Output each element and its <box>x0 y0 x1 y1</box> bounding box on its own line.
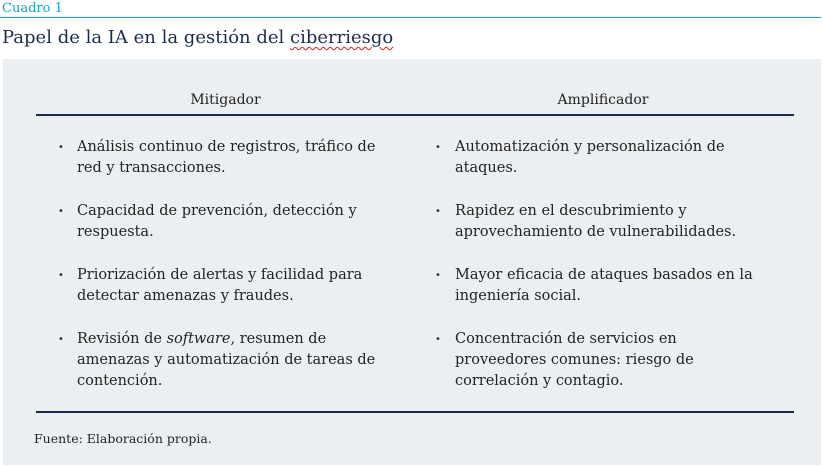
bullet-icon: • <box>58 206 64 217</box>
title-flagged-word[interactable]: ciberriesgo <box>290 27 394 48</box>
amplificador-item-3: Mayor eficacia de ataques basados en la ingeniería social. <box>455 267 753 304</box>
amplificador-item-1: Automatización y personalización de ataques. <box>455 139 725 176</box>
amplificador-item-2: Rapidez en el descubrimiento y aprovechamiento de vulnerabilidades. <box>455 203 737 240</box>
mitigador-item-3: Priorización de alertas y facilidad para detectar amenazas y fraudes. <box>77 267 363 304</box>
bullet-icon: • <box>58 270 64 281</box>
table-label: Cuadro 1 <box>2 1 63 16</box>
label-rule <box>0 17 821 18</box>
mitigador-item-1: Análisis continuo de registros, tráfico de red y transacciones. <box>77 139 376 176</box>
bullet-icon: • <box>435 206 441 217</box>
table-title <box>2 25 393 51</box>
bullet-icon: • <box>58 142 64 153</box>
bullet-icon: • <box>435 334 441 345</box>
source-note: Fuente: Elaboración propia. <box>34 431 212 446</box>
bottom-rule <box>36 411 794 413</box>
bullet-icon: • <box>435 142 441 153</box>
amplificador-item-4: Concentración de servicios en proveedores comunes: riesgo de correlación y contagio. <box>455 331 694 389</box>
mitigador-item-4 <box>77 329 387 392</box>
bullet-icon: • <box>435 270 441 281</box>
header-rule <box>36 114 794 116</box>
mitigador-item-2: Capacidad de prevención, detección y respuesta. <box>77 203 357 240</box>
item-text: Revisión de <box>77 331 167 347</box>
table-panel <box>3 59 821 465</box>
bullet-icon: • <box>58 334 64 345</box>
item-italic-text: software <box>166 331 231 347</box>
column-header-amplificador: Amplificador <box>557 92 649 108</box>
title-text: Papel de la IA en la gestión del <box>2 27 291 48</box>
item-text: , resumen de amenazas y automatización de tareas de contención. <box>77 331 376 389</box>
column-header-mitigador: Mitigador <box>190 92 261 108</box>
